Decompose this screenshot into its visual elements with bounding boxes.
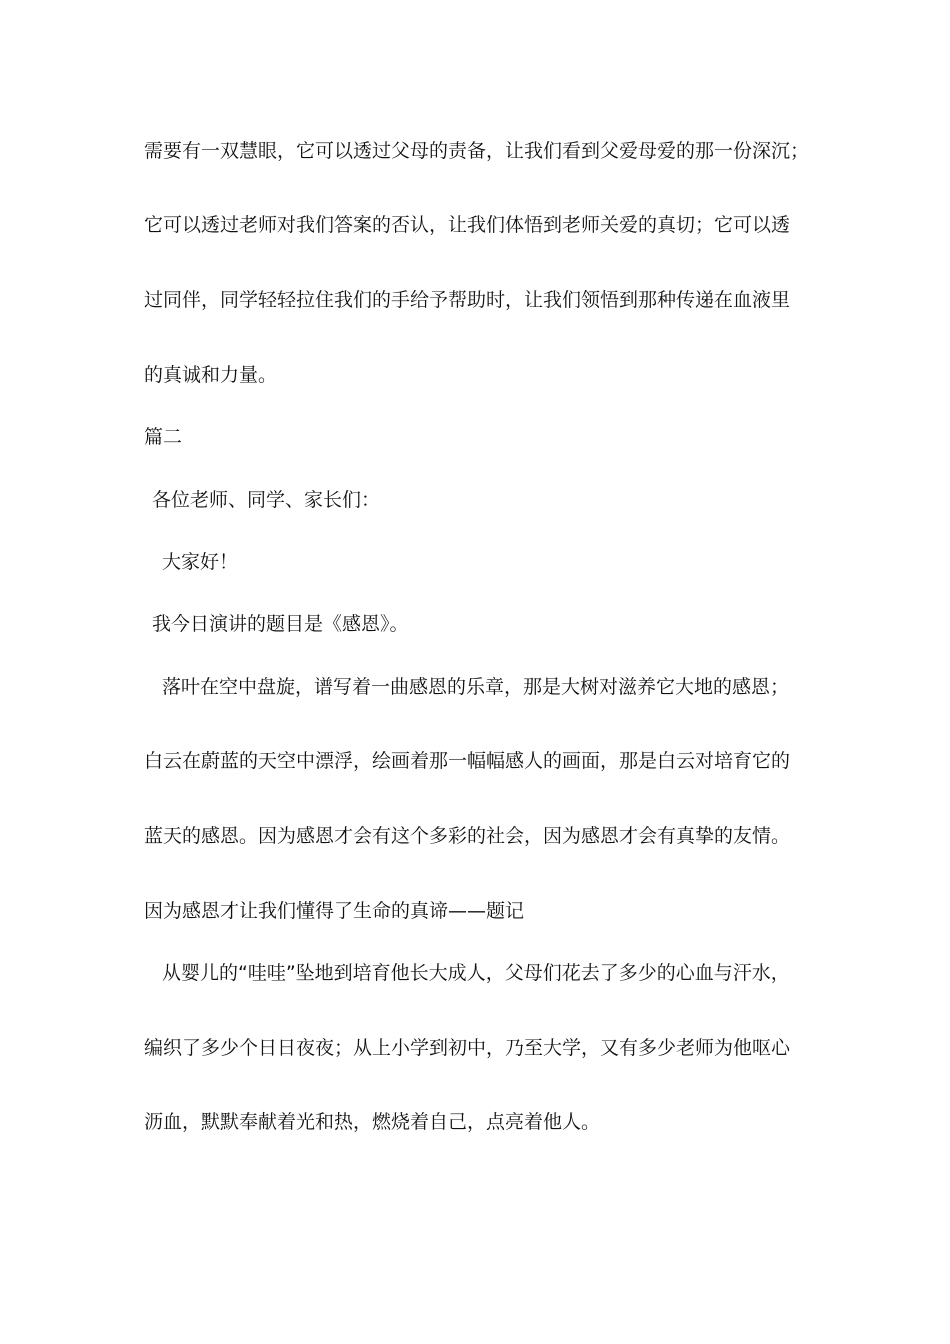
paragraph-2-line-1: 落叶在空中盘旋，谱写着一曲感恩的乐章，那是大树对滋养它大地的感恩； — [162, 676, 790, 698]
paragraph-1-line-4: 的真诚和力量。 — [144, 364, 278, 386]
paragraph-1-line-2: 它可以透过老师对我们答案的否认，让我们体悟到老师关爱的真切；它可以透 — [144, 214, 791, 236]
salutation: 各位老师、同学、家长们： — [152, 489, 381, 511]
paragraph-2-line-4: 因为感恩才让我们懂得了生命的真谛——题记 — [144, 900, 525, 922]
paragraph-3-line-1: 从婴儿的“哇哇”坠地到培育他长大成人，父母们花去了多少的心血与汗水， — [162, 962, 790, 984]
section-heading: 篇二 — [144, 426, 183, 448]
paragraph-3-line-3: 沥血，默默奉献着光和热，燃烧着自己，点亮着他人。 — [144, 1111, 601, 1133]
greeting: 大家好！ — [162, 551, 239, 573]
paragraph-2-line-2: 白云在蔚蓝的天空中漂浮，绘画着那一幅幅感人的画面，那是白云对培育它的 — [144, 750, 791, 772]
paragraph-3-line-2: 编织了多少个日日夜夜；从上小学到初中，乃至大学，又有多少老师为他呕心 — [144, 1037, 791, 1059]
paragraph-1-line-1: 需要有一双慧眼，它可以透过父母的责备，让我们看到父爱母爱的那一份深沉； — [144, 140, 810, 162]
speech-topic: 我今日演讲的题目是《感恩》。 — [152, 613, 409, 635]
paragraph-1-line-3: 过同伴，同学轻轻拉住我们的手给予帮助时，让我们领悟到那种传递在血液里 — [144, 289, 791, 311]
paragraph-2-line-3: 蓝天的感恩。因为感恩才会有这个多彩的社会，因为感恩才会有真挚的友情。 — [144, 825, 791, 847]
